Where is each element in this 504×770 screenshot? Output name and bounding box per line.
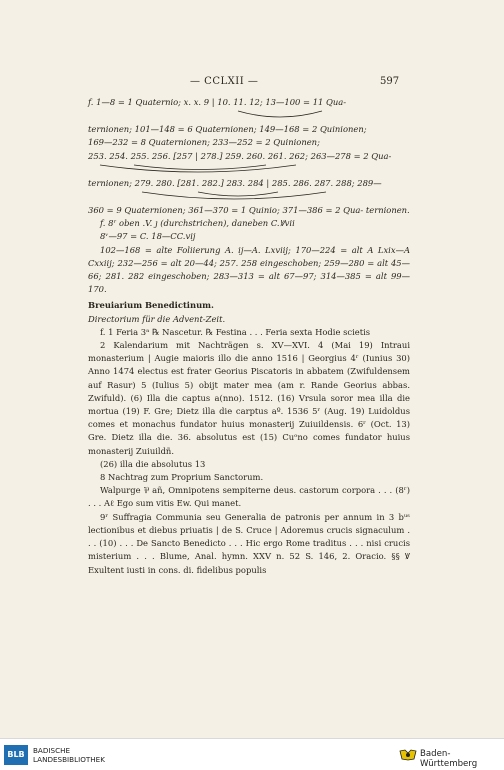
footer-bar bbox=[0, 738, 504, 770]
collation-line-1: f. 1—8 = 1 Quaternio; x. x. 9 | 10. 11. 12; 13—100 = 11 Qua- bbox=[88, 97, 347, 107]
section-heading: Breuiarium Benedictinum. bbox=[88, 300, 214, 311]
paragraph-kalendarium: 2 Kalendarium mit Nachträgen s. XV—XVI. 4 (Mai 19) Intraui monasterium | Augie maioris illo die anno 1516 | Georgius 4ʳ (Iunius 30) Anno 1474 electus est frater Georius Piscatoris in abbatem (Zwifuldensem auf Rasur) 5 (Iulius 5) obijt mater mea (am r. Rande Georius abbas. Zwifuld). (6) Illa die captus a(nno). 1512. (16) Vrsula soror mea illa die mortua (19) F. Gre; Dietz illa die carptus aº. 1536 5ʳ (Aug. 19) Luidoldus comes et monachus fundator huius monasterij Zuiuildensis. 6ʳ (Oct. 13) Gre. Dietz illa die. 36. absolutus est (15) Cuᵒno comes fundator huius monasterij Zuiuildñ. bbox=[88, 340, 410, 456]
library-name-line-1: BADISCHE bbox=[33, 746, 71, 755]
paragraph-absolutus: (26) illa die absolutus 13 bbox=[100, 458, 206, 469]
collation-brace-2 bbox=[88, 163, 410, 177]
collation-line-6: 360 = 9 Quaternionen; 361—370 = 1 Quinio; 371—386 = 2 Qua- ternionen. bbox=[88, 205, 410, 216]
baden-wuerttemberg-name: Baden-Württemberg bbox=[420, 749, 478, 769]
collation-brace-1 bbox=[88, 109, 410, 123]
paragraph-walpurge: Walpurge ⅌ añ, Omnipotens sempiterne deus. castorum corpora . . . (8ʳ) . . . Aℓ Ego sum vitis Ew. Qui manet. bbox=[88, 485, 410, 509]
collation-line-2: ternionen; 101—148 = 6 Quaternionen; 149—168 = 2 Quinionen; bbox=[88, 124, 367, 135]
paragraph-nachtrag: 8 Nachtrag zum Proprium Sanctorum. bbox=[100, 472, 264, 483]
blb-logo[interactable]: BLB bbox=[4, 745, 28, 765]
page-header bbox=[0, 76, 504, 90]
section-subheading: Directorium für die Advent-Zeit. bbox=[88, 313, 226, 324]
collation-line-4: 253. 254. 255. 256. [257 | 278.] 259. 260. 261. 262; 263—278 = 2 Qua- bbox=[88, 150, 392, 161]
page-number: 597 bbox=[380, 76, 400, 87]
running-head: — CCLXII — bbox=[190, 76, 259, 87]
paragraph-feria: f. 1 Feria 3ᵃ ℞ Nascetur. ℞ Festina . . . Feria sexta Hodie scietis bbox=[100, 326, 371, 337]
collation-brace-3 bbox=[88, 190, 410, 204]
foliation-note-2: 8ᵛ—97 = C. 18—CC.vij bbox=[100, 231, 196, 242]
paragraph-suffragia: 9ʳ Suffragia Communia seu Generalia de patronis per annum in 3 bᵘˢ lectionibus et diebus priuatis | de S. Cruce | Adoremus crucis signaculum . . . (10) . . . De Sancto Benedicto . . . Hic ergo Rome traditus . . . nisi crucis misterium . . . Blume, Anal. hymn. XXV n. 52 S. 146, 2. Oracio. §§ Ꝟ Exultent iusti in cons. di. fidelibus populis bbox=[88, 511, 410, 575]
library-name bbox=[33, 746, 105, 764]
baden-wuerttemberg-logo-icon[interactable] bbox=[398, 748, 418, 761]
collation-line-5: ternionen; 279. 280. [281. 282.] 283. 284 | 285. 286. 287. 288; 289— bbox=[88, 177, 382, 188]
page-body bbox=[88, 96, 410, 577]
collation-line-3: 169—232 = 8 Quaternionen; 233—252 = 2 Quinionen; bbox=[88, 137, 320, 148]
foliation-note-3: 102—168 = alte Foliierung A. ij—A. Lxviij; 170—224 = alt A Lxix—A Cxxiij; 232—256 = alt 20—44; 257. 258 eingeschoben; 259—280 = alt 45—66; 281. 282 eingeschoben; 283—313 = alt 67—97; 314—385 = alt 99—170. bbox=[88, 244, 410, 295]
library-name-line-2: LANDESBIBLIOTHEK bbox=[33, 755, 105, 764]
foliation-note-1: f. 8ʳ oben .V. ȷ (durchstrichen), daneben C.Ꝟvii bbox=[100, 218, 295, 229]
